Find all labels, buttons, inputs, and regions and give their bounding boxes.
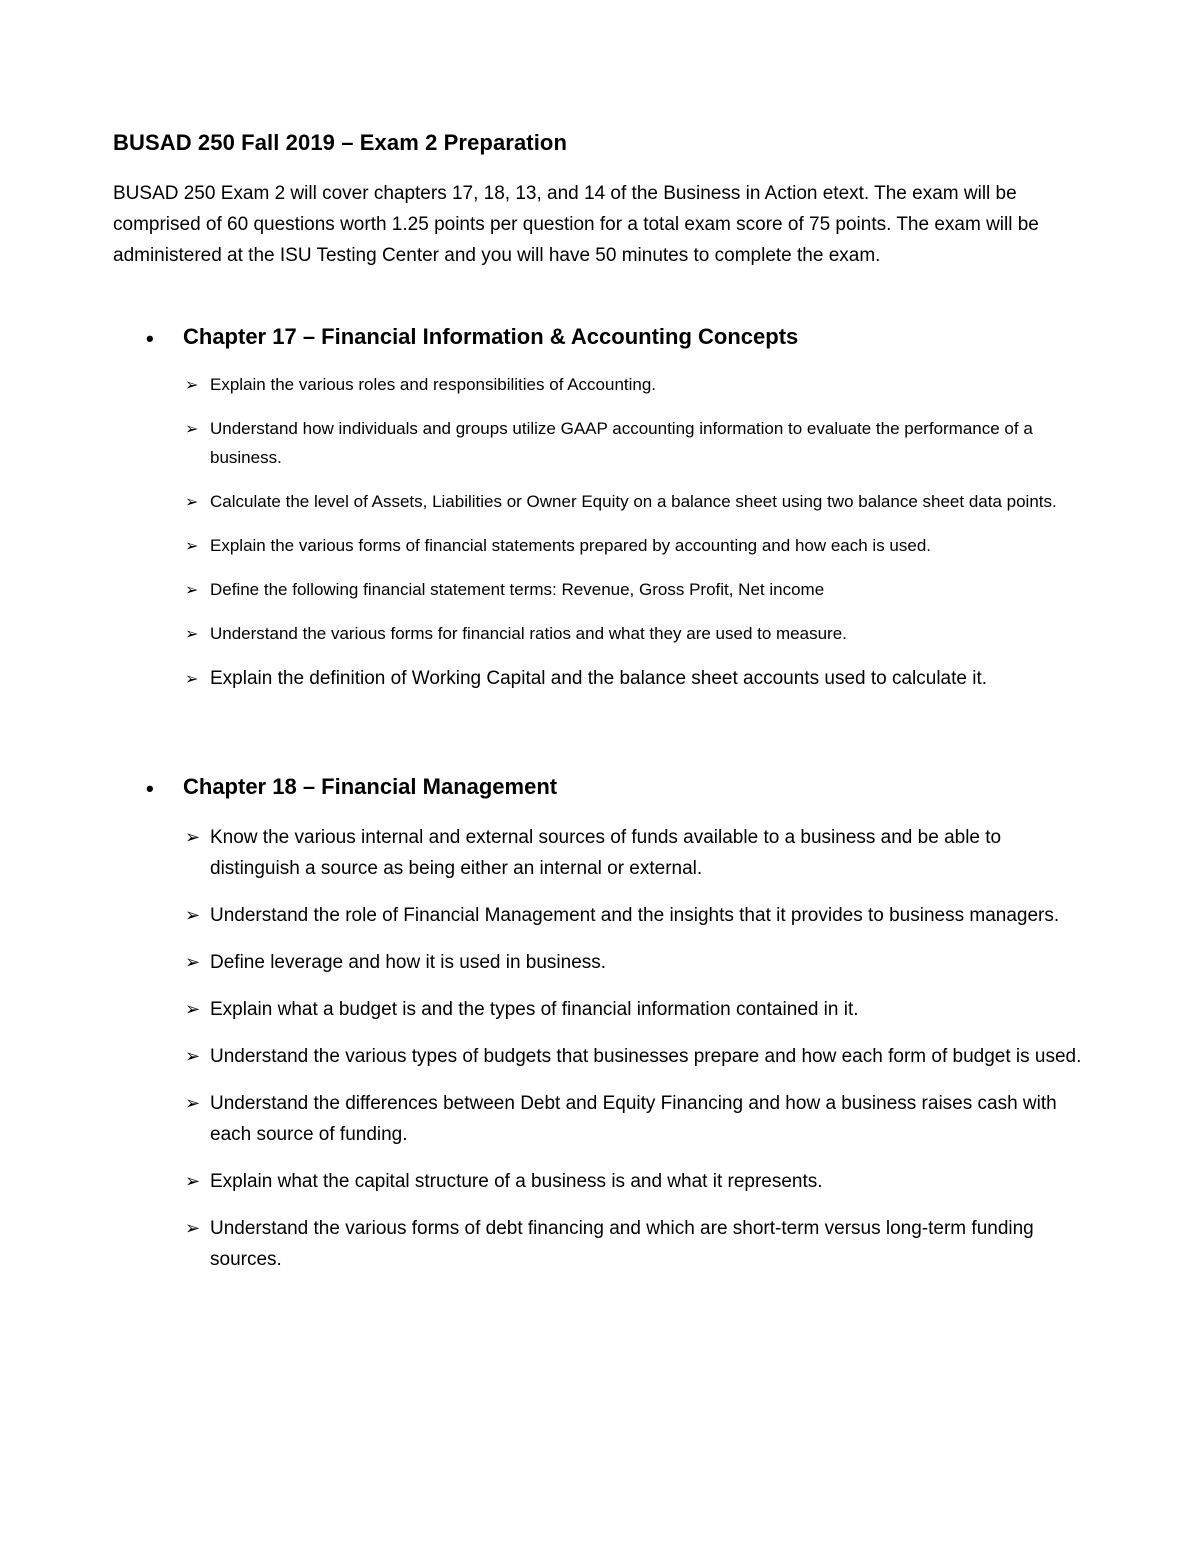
list-item-text: Explain what a budget is and the types of financial information contained in it. <box>210 999 859 1020</box>
arrow-bullet-icon: ➢ <box>185 905 201 926</box>
list-item <box>185 619 1085 648</box>
arrow-bullet-icon: ➢ <box>185 1046 201 1067</box>
chapter-points-list <box>185 822 1085 1291</box>
arrow-bullet-icon: ➢ <box>185 375 199 394</box>
intro-paragraph: BUSAD 250 Exam 2 will cover chapters 17, 18, 13, and 14 of the Business in Action etext. The exam will be comprised of 60 questions worth 1.25 points per question for a total exam score of 75 points. The exam will be administered at the ISU Testing Center and you will have 50 minutes to complete the exam. <box>113 183 1039 266</box>
list-item-text: Define leverage and how it is used in business. <box>210 952 607 973</box>
arrow-bullet-icon: ➢ <box>185 827 201 848</box>
arrow-bullet-icon: ➢ <box>185 624 199 643</box>
list-item <box>185 822 1085 884</box>
arrow-bullet-icon: ➢ <box>185 580 199 599</box>
list-item <box>185 370 1085 399</box>
list-item-text: Know the various internal and external sources of funds available to a business and be able to distinguish a source as being either an internal or external. <box>210 827 1002 879</box>
list-item-text: Understand the various forms of debt financing and which are short-term versus long-term funding sources. <box>210 1218 1034 1270</box>
list-item <box>185 1213 1085 1275</box>
list-item-text: Understand the various forms for financial ratios and what they are used to measure. <box>210 624 847 643</box>
list-item-text: Explain the various roles and responsibilities of Accounting. <box>210 375 657 394</box>
list-item <box>185 663 1085 694</box>
arrow-bullet-icon: ➢ <box>185 1093 201 1114</box>
list-item <box>185 1088 1085 1150</box>
list-item <box>185 531 1085 560</box>
list-item <box>185 414 1085 472</box>
list-item <box>185 900 1085 931</box>
list-item <box>185 1166 1085 1197</box>
list-item <box>185 947 1085 978</box>
arrow-bullet-icon: ➢ <box>185 419 199 438</box>
chapter-title: Chapter 17 – Financial Information & Accounting Concepts <box>183 324 799 349</box>
page-title: BUSAD 250 Fall 2019 – Exam 2 Preparation <box>113 130 567 155</box>
list-item-text: Understand the differences between Debt and Equity Financing and how a business raises cash with each source of funding. <box>210 1093 1057 1145</box>
list-item-text: Calculate the level of Assets, Liabilities or Owner Equity on a balance sheet using two balance sheet data points. <box>210 492 1057 511</box>
list-item <box>185 575 1085 604</box>
chapter-points-list <box>185 370 1085 709</box>
list-item-text: Define the following financial statement terms: Revenue, Gross Profit, Net income <box>210 580 825 599</box>
chapter-title: Chapter 18 – Financial Management <box>183 774 558 799</box>
list-item <box>185 487 1085 516</box>
arrow-bullet-icon: ➢ <box>185 999 201 1020</box>
list-item-text: Explain the various forms of financial statements prepared by accounting and how each is used. <box>210 536 932 555</box>
arrow-bullet-icon: ➢ <box>185 952 201 973</box>
list-item-text: Explain the definition of Working Capital and the balance sheet accounts used to calculate it. <box>210 668 988 689</box>
arrow-bullet-icon: ➢ <box>185 1171 201 1192</box>
arrow-bullet-icon: ➢ <box>185 492 199 511</box>
list-item-text: Understand the role of Financial Management and the insights that it provides to business managers. <box>210 905 1060 926</box>
list-item-text: Understand the various types of budgets that businesses prepare and how each form of budget is used. <box>210 1046 1082 1067</box>
bullet-icon: • <box>146 326 154 351</box>
arrow-bullet-icon: ➢ <box>185 536 199 555</box>
arrow-bullet-icon: ➢ <box>185 669 199 688</box>
list-item <box>185 1041 1085 1072</box>
bullet-icon: • <box>146 776 154 801</box>
list-item-text: Understand how individuals and groups utilize GAAP accounting information to evaluate the performance of a business. <box>210 419 1033 467</box>
list-item-text: Explain what the capital structure of a business is and what it represents. <box>210 1171 823 1192</box>
list-item <box>185 994 1085 1025</box>
arrow-bullet-icon: ➢ <box>185 1218 201 1239</box>
